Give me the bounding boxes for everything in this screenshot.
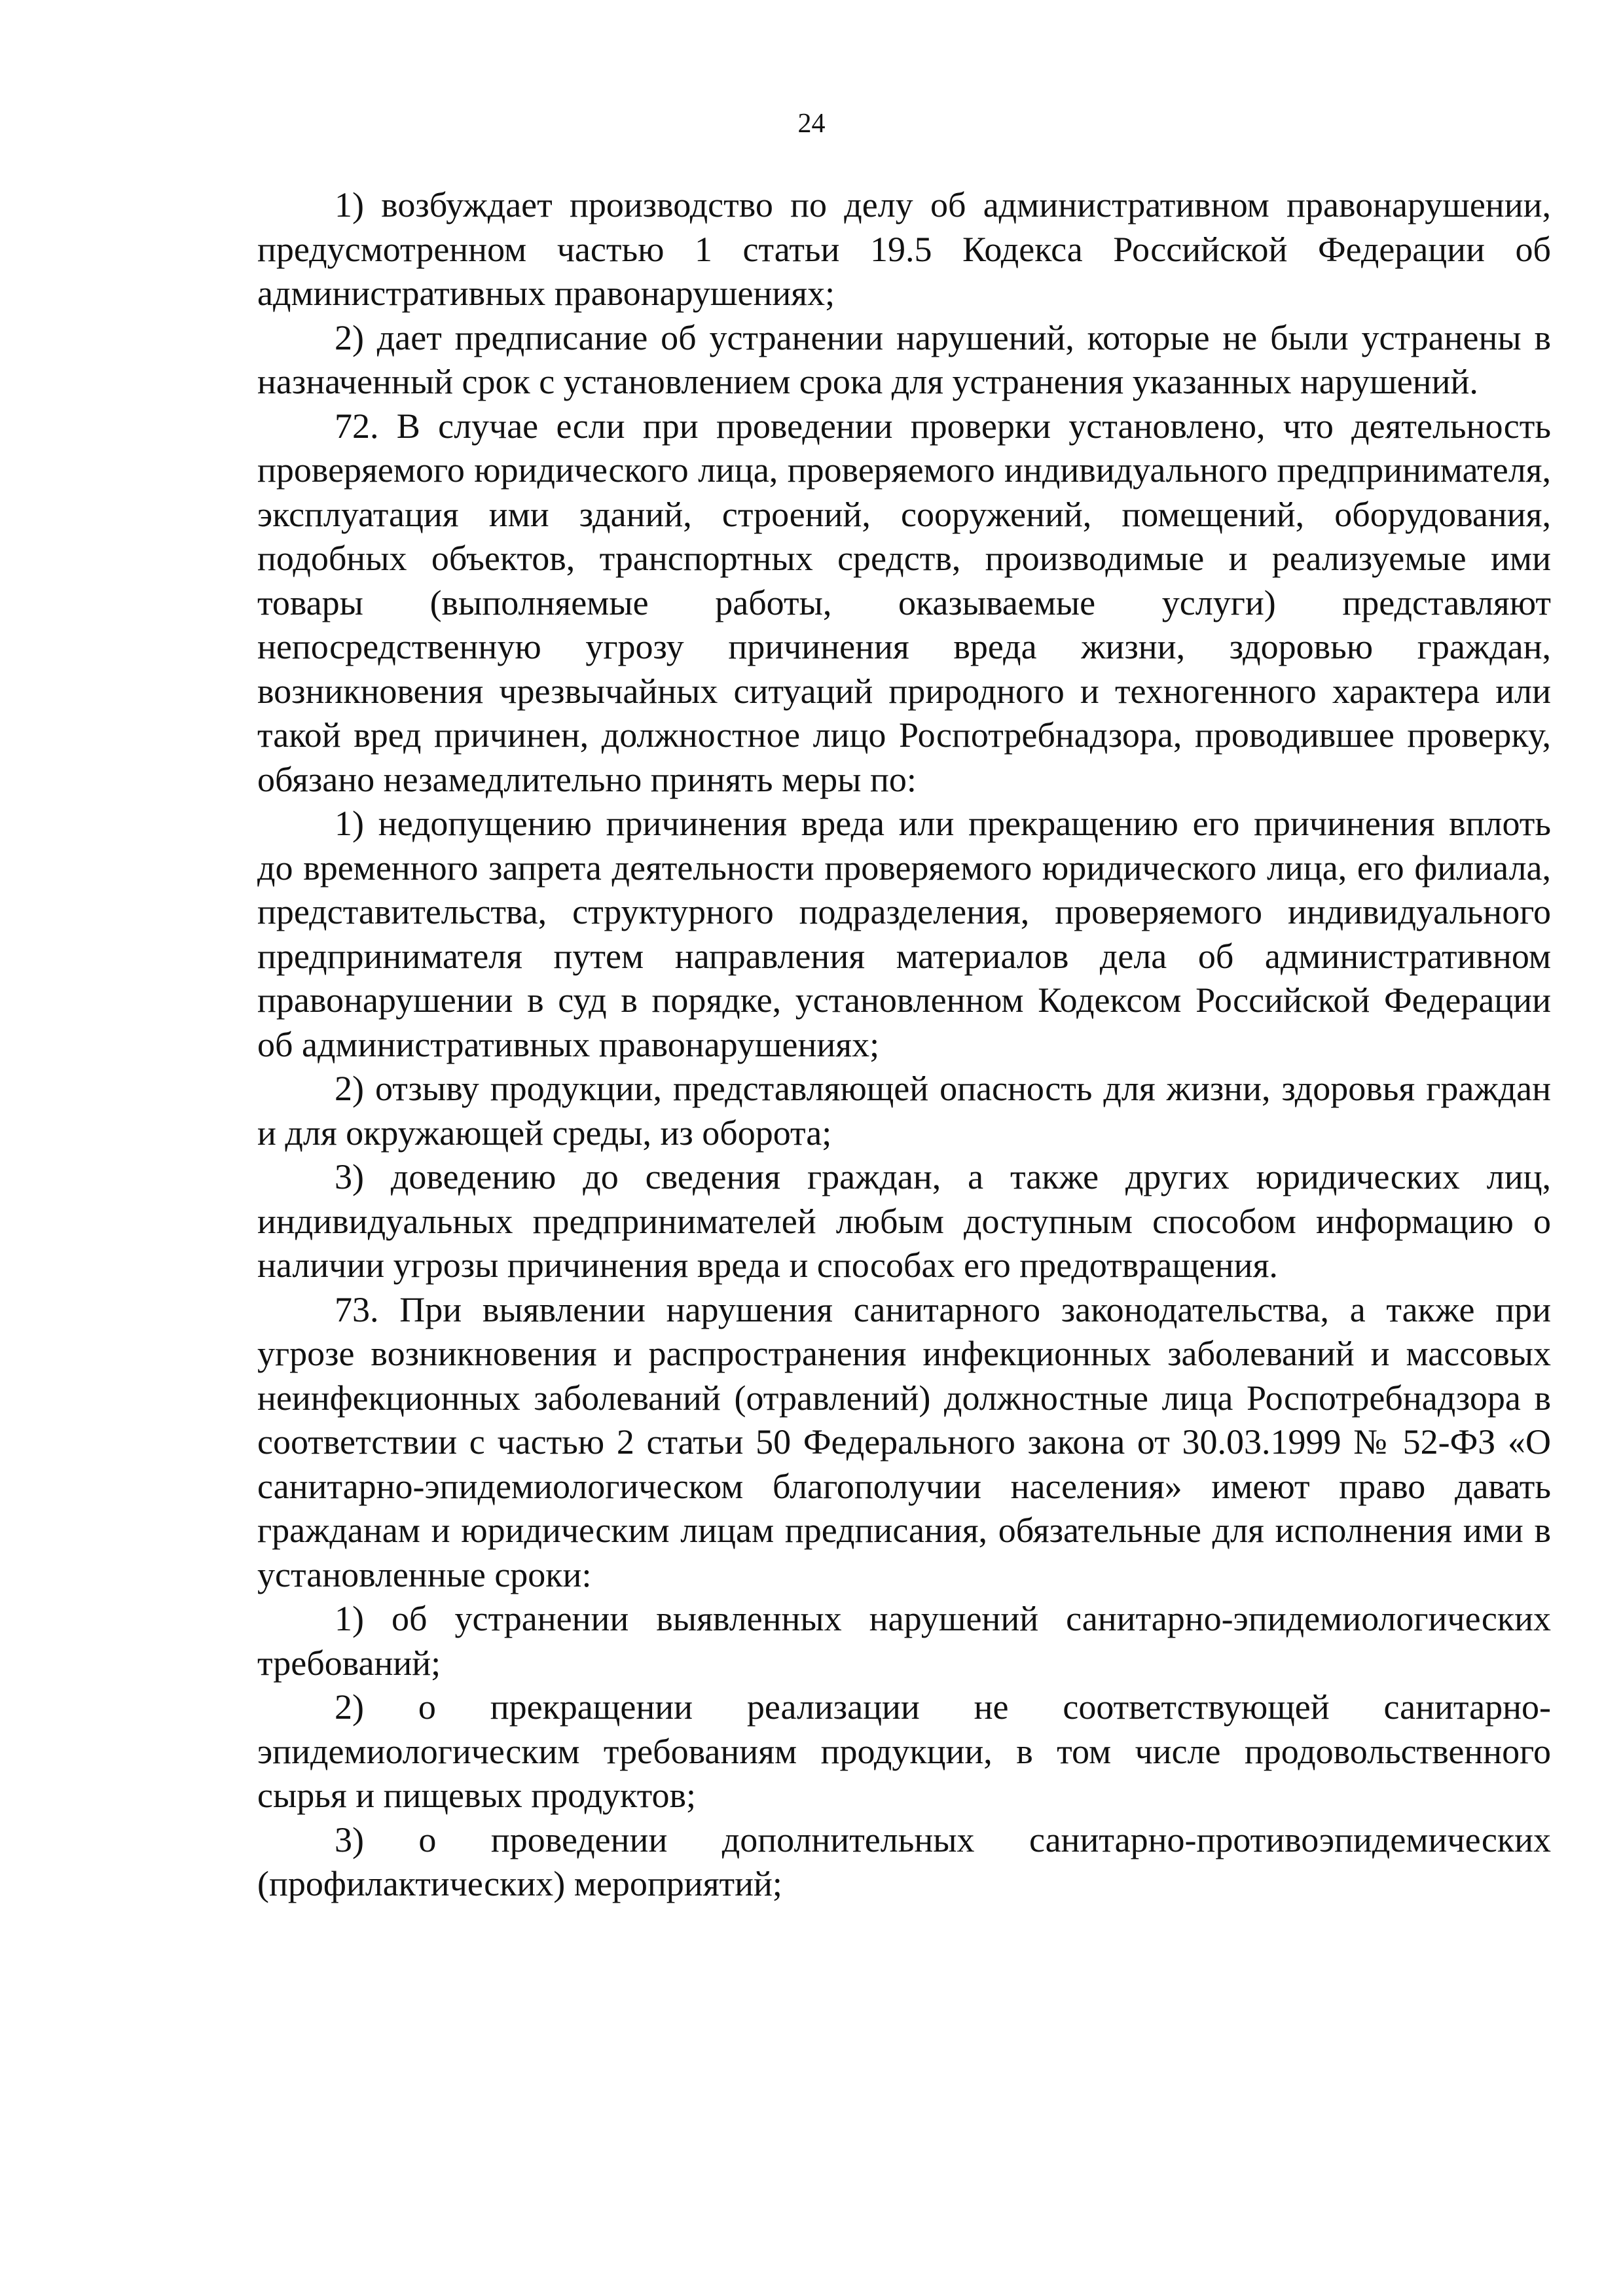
paragraph-71-item-2: 2) дает предписание об устранении нарушений, которые не были устранены в назначенный срок с установлением срока для устранения указанных нарушений. xyxy=(257,317,1551,401)
document-body xyxy=(257,183,1551,1907)
paragraph-72: 72. В случае если при проведении проверки установлено, что деятельность проверяемого юридического лица, проверяемого индивидуального предпринимателя, эксплуатация ими зданий, строений, сооружений, помещений, оборудования, подобных объектов, транспортных средств, производимые и реализуемые ими товары (выполняемые работы, оказываемые услуги) представляют непосредственную угрозу причинения вреда жизни, здоровью граждан, возникновения чрезвычайных ситуаций природного и техногенного характера или такой вред причинен, должностное лицо Роспотребнадзора, проводившее проверку, обязано незамедлительно принять меры по: xyxy=(257,406,1551,799)
paragraph-72-item-2: 2) отзыву продукции, представляющей опасность для жизни, здоровья граждан и для окружающей среды, из оборота; xyxy=(257,1069,1551,1153)
paragraph-72-item-1: 1) недопущению причинения вреда или прекращению его причинения вплоть до временного запрета деятельности проверяемого юридического лица, его филиала, представительства, структурного подразделения, проверяемого индивидуального предпринимателя путем направления материалов дела об административном правонарушении в суд в порядке, установленном Кодексом Российской Федерации об административных правонарушениях; xyxy=(257,804,1551,1064)
paragraph-73-item-3: 3) о проведении дополнительных санитарно-противоэпидемических (профилактических) мероприятий; xyxy=(257,1820,1551,1903)
paragraph-72-item-3: 3) доведению до сведения граждан, а также других юридических лиц, индивидуальных предпринимателей любым доступным способом информацию о наличии угрозы причинения вреда и способах его предотвращения. xyxy=(257,1157,1551,1285)
paragraph-71-item-1: 1) возбуждает производство по делу об административном правонарушении, предусмотренном частью 1 статьи 19.5 Кодекса Российской Федерации об административных правонарушениях; xyxy=(257,185,1551,313)
paragraph-73: 73. При выявлении нарушения санитарного законодательства, а также при угрозе возникновения и распространения инфекционных заболеваний и массовых неинфекционных заболеваний (отравлений) должностные лица Роспотребнадзора в соответствии с частью 2 статьи 50 Федерального закона от 30.03.1999 № 52-ФЗ «О санитарно-эпидемиологическом благополучии населения» имеют право давать гражданам и юридическим лицам предписания, обязательные для исполнения ими в установленные сроки: xyxy=(257,1289,1551,1594)
page-number: 24 xyxy=(797,109,826,139)
paragraph-73-item-1: 1) об устранении выявленных нарушений санитарно-эпидемиологических требований; xyxy=(257,1599,1551,1683)
paragraph-73-item-2: 2) о прекращении реализации не соответствующей санитарно-эпидемиологическим требованиям продукции, в том числе продовольственного сырья и пищевых продуктов; xyxy=(257,1687,1551,1815)
